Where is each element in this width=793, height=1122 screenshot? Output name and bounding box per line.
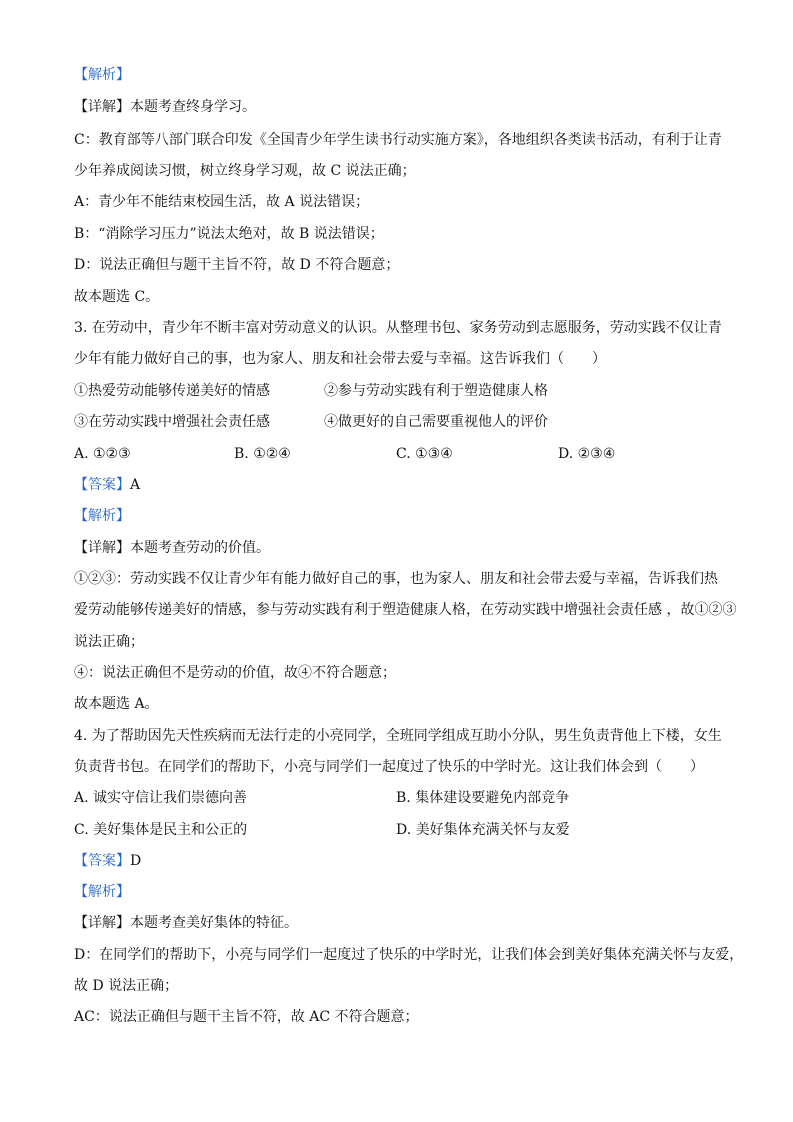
q3-option-a: A. ①②③ bbox=[74, 446, 131, 462]
q3-statement-3: ③在劳动实践中增强社会责任感 bbox=[74, 414, 270, 430]
q4-answer-value: D bbox=[130, 853, 142, 869]
q3-option-b: B. ①②④ bbox=[234, 446, 291, 462]
q3-explanation-line4: ④：说法正确但不是劳动的价值，故④不符合题意； bbox=[74, 665, 396, 681]
q2-option-c-explanation-line2: 少年养成阅读习惯，树立终身学习观，故 C 说法正确； bbox=[74, 163, 416, 179]
q3-detail: 【详解】本题考查劳动的价值。 bbox=[74, 540, 270, 556]
q4-option-a: A. 诚实守信让我们崇德向善 bbox=[74, 790, 248, 806]
q3-explanation-line1: ①②③：劳动实践不仅让青少年有能力做好自己的事，也为家人、朋友和社会带去爱与幸福，告诉我们热 bbox=[74, 571, 718, 587]
q3-explanation-line3: 说法正确； bbox=[74, 634, 144, 650]
q4-explanation-line2: 故 D 说法正确； bbox=[74, 978, 179, 994]
q3-answer-line bbox=[74, 476, 724, 494]
q3-answer-value: A bbox=[130, 477, 141, 493]
analysis-tag: 【解析】 bbox=[74, 67, 130, 83]
q2-option-c-explanation-line1: C：教育部等八部门联合印发《全国青少年学生读书行动实施方案》，各地组织各类读书活动，有利于让青 bbox=[74, 132, 722, 148]
q4-option-d: D. 美好集体充满关怀与友爱 bbox=[396, 822, 570, 838]
q4-stem-line2: 负责背书包。在同学们的帮助下，小亮与同学们一起度过了快乐的中学时光。这让我们体会到（ ） bbox=[74, 759, 704, 775]
q4-option-b: B. 集体建设要避免内部竞争 bbox=[396, 790, 570, 806]
q3-stem-line1: 3. 在劳动中，青少年不断丰富对劳动意义的认识。从整理书包、家务劳动到志愿服务，劳动实践不仅让青 bbox=[74, 320, 722, 336]
q4-explanation-line1: D：在同学们的帮助下，小亮与同学们一起度过了快乐的中学时光，让我们体会到美好集体充满关怀与友爱， bbox=[74, 947, 744, 963]
q2-detail: 【详解】本题考查终身学习。 bbox=[74, 99, 256, 115]
q4-stem-line1: 4. 为了帮助因先天性疾病而无法行走的小亮同学，全班同学组成互助小分队，男生负责背他上下楼，女生 bbox=[74, 728, 722, 744]
q4-option-c: C. 美好集体是民主和公正的 bbox=[74, 822, 248, 838]
analysis-tag: 【解析】 bbox=[74, 508, 130, 524]
q2-option-d-explanation: D：说法正确但与题干主旨不符，故 D 不符合题意； bbox=[74, 257, 400, 273]
q2-conclusion: 故本题选 C。 bbox=[74, 289, 160, 305]
q3-option-c: C. ①③④ bbox=[396, 446, 453, 462]
q3-stem-line2: 少年有能力做好自己的事，也为家人、朋友和社会带去爱与幸福。这告诉我们（ ） bbox=[74, 351, 606, 367]
q3-statement-2: ②参与劳动实践有利于塑造健康人格 bbox=[324, 383, 548, 399]
q3-conclusion: 故本题选 A。 bbox=[74, 696, 159, 712]
q4-detail: 【详解】本题考查美好集体的特征。 bbox=[74, 915, 298, 931]
q3-statement-4: ④做更好的自己需要重视他人的评价 bbox=[324, 414, 548, 430]
q2-option-a-explanation: A：青少年不能结束校园生活，故 A 说法错误； bbox=[74, 194, 370, 210]
analysis-tag: 【解析】 bbox=[74, 884, 130, 900]
q3-option-d: D. ②③④ bbox=[558, 446, 616, 462]
answer-tag: 【答案】 bbox=[74, 477, 130, 493]
answer-tag: 【答案】 bbox=[74, 853, 130, 869]
q4-explanation-line3: AC：说法正确但与题干主旨不符，故 AC 不符合题意； bbox=[74, 1009, 419, 1025]
q4-answer-line bbox=[74, 852, 724, 870]
q2-option-b-explanation: B：“消除学习压力”说法太绝对，故 B 说法错误； bbox=[74, 226, 384, 242]
q3-explanation-line2: 爱劳动能够传递美好的情感，参与劳动实践有利于塑造健康人格，在劳动实践中增强社会责任感 ，故①②③ bbox=[74, 602, 737, 618]
q3-statement-1: ①热爱劳动能够传递美好的情感 bbox=[74, 383, 270, 399]
